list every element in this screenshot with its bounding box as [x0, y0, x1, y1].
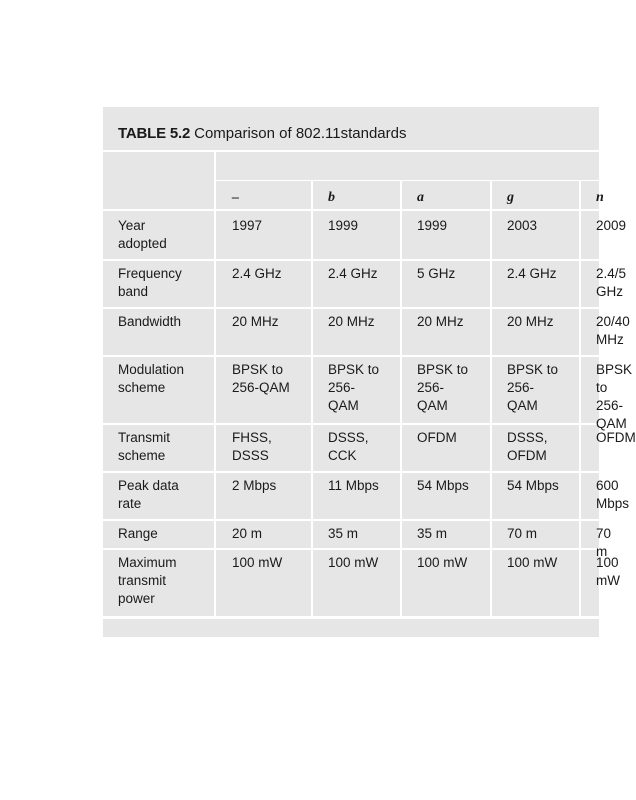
table-cell: 54 Mbps	[507, 478, 559, 493]
row-label: Bandwidth	[118, 314, 182, 329]
table-cell: 2003	[507, 218, 538, 233]
table-cell: 100 mW	[417, 555, 468, 570]
table-column-rule	[400, 181, 402, 616]
column-header: a	[417, 190, 424, 205]
table-cell: 70 m	[507, 526, 538, 541]
row-label: Range	[118, 526, 158, 541]
table-cell: BPSK to 256-QAM	[596, 362, 633, 431]
row-label: Year adopted	[118, 218, 167, 251]
table-cell: DSSS, OFDM	[507, 430, 548, 463]
table-caption	[118, 125, 406, 143]
table-cell: 100 mW	[507, 555, 558, 570]
table-cell: 70 m	[596, 526, 612, 559]
table-cell: 2.4/5 GHz	[596, 266, 627, 299]
table-cell: 20 MHz	[328, 314, 375, 329]
row-label: Maximum transmit power	[118, 555, 177, 606]
table-cell: BPSK to 256- QAM	[328, 362, 380, 413]
table-rule	[103, 471, 599, 473]
table-cell: 20 MHz	[417, 314, 464, 329]
row-label: Transmit scheme	[118, 430, 171, 463]
column-header: –	[232, 190, 239, 205]
table-rule	[103, 259, 599, 261]
column-header: b	[328, 190, 335, 205]
table-cell: 2.4 GHz	[507, 266, 557, 281]
table-rule	[103, 355, 599, 357]
table-cell: 20 MHz	[507, 314, 554, 329]
table-rule	[103, 209, 599, 211]
table-title: Comparison of 802.11standards	[194, 125, 407, 142]
table-number: TABLE 5.2	[118, 125, 191, 142]
table-rule	[215, 180, 599, 181]
table-column-rule	[490, 181, 492, 616]
table-cell: 1997	[232, 218, 263, 233]
table-cell: DSSS, CCK	[328, 430, 369, 463]
table-cell: 54 Mbps	[417, 478, 469, 493]
table-cell: 600 Mbps	[596, 478, 630, 511]
table-cell: BPSK to 256-QAM	[232, 362, 290, 395]
table-cell: 5 GHz	[417, 266, 456, 281]
table-cell: 2 Mbps	[232, 478, 277, 493]
table-rule	[103, 307, 599, 309]
table-rule	[103, 519, 599, 521]
table-rule	[103, 548, 599, 550]
column-header: n	[596, 190, 604, 205]
row-label: Peak data rate	[118, 478, 179, 511]
table-column-rule	[579, 181, 581, 616]
table-cell: 35 m	[328, 526, 359, 541]
table-cell: 1999	[417, 218, 448, 233]
table-cell: FHSS, DSSS	[232, 430, 272, 463]
table-cell: 11 Mbps	[328, 478, 379, 493]
table-rule	[103, 423, 599, 425]
table-cell: 100 mW	[232, 555, 283, 570]
table-cell: 35 m	[417, 526, 448, 541]
table-cell: 20 MHz	[232, 314, 279, 329]
row-label: Modulation scheme	[118, 362, 185, 395]
column-header: g	[507, 190, 514, 205]
table-cell: 1999	[328, 218, 359, 233]
table-cell: 100 mW	[328, 555, 379, 570]
table-cell: BPSK to 256- QAM	[417, 362, 469, 413]
table-column-rule	[311, 181, 313, 616]
table-cell: 20 m	[232, 526, 263, 541]
table-rule	[103, 616, 599, 619]
table-rule	[103, 150, 599, 152]
table-cell: 100 mW	[596, 555, 620, 588]
table-cell: 2009	[596, 218, 627, 233]
table-cell: 20/40 MHz	[596, 314, 630, 347]
table-cell: OFDM	[596, 430, 636, 445]
row-label: Frequency band	[118, 266, 182, 299]
comparison-table	[103, 107, 636, 637]
table-cell: 2.4 GHz	[232, 266, 282, 281]
table-cell: BPSK to 256- QAM	[507, 362, 559, 413]
table-cell: OFDM	[417, 430, 457, 445]
table-column-rule	[214, 150, 216, 616]
table-cell: 2.4 GHz	[328, 266, 378, 281]
